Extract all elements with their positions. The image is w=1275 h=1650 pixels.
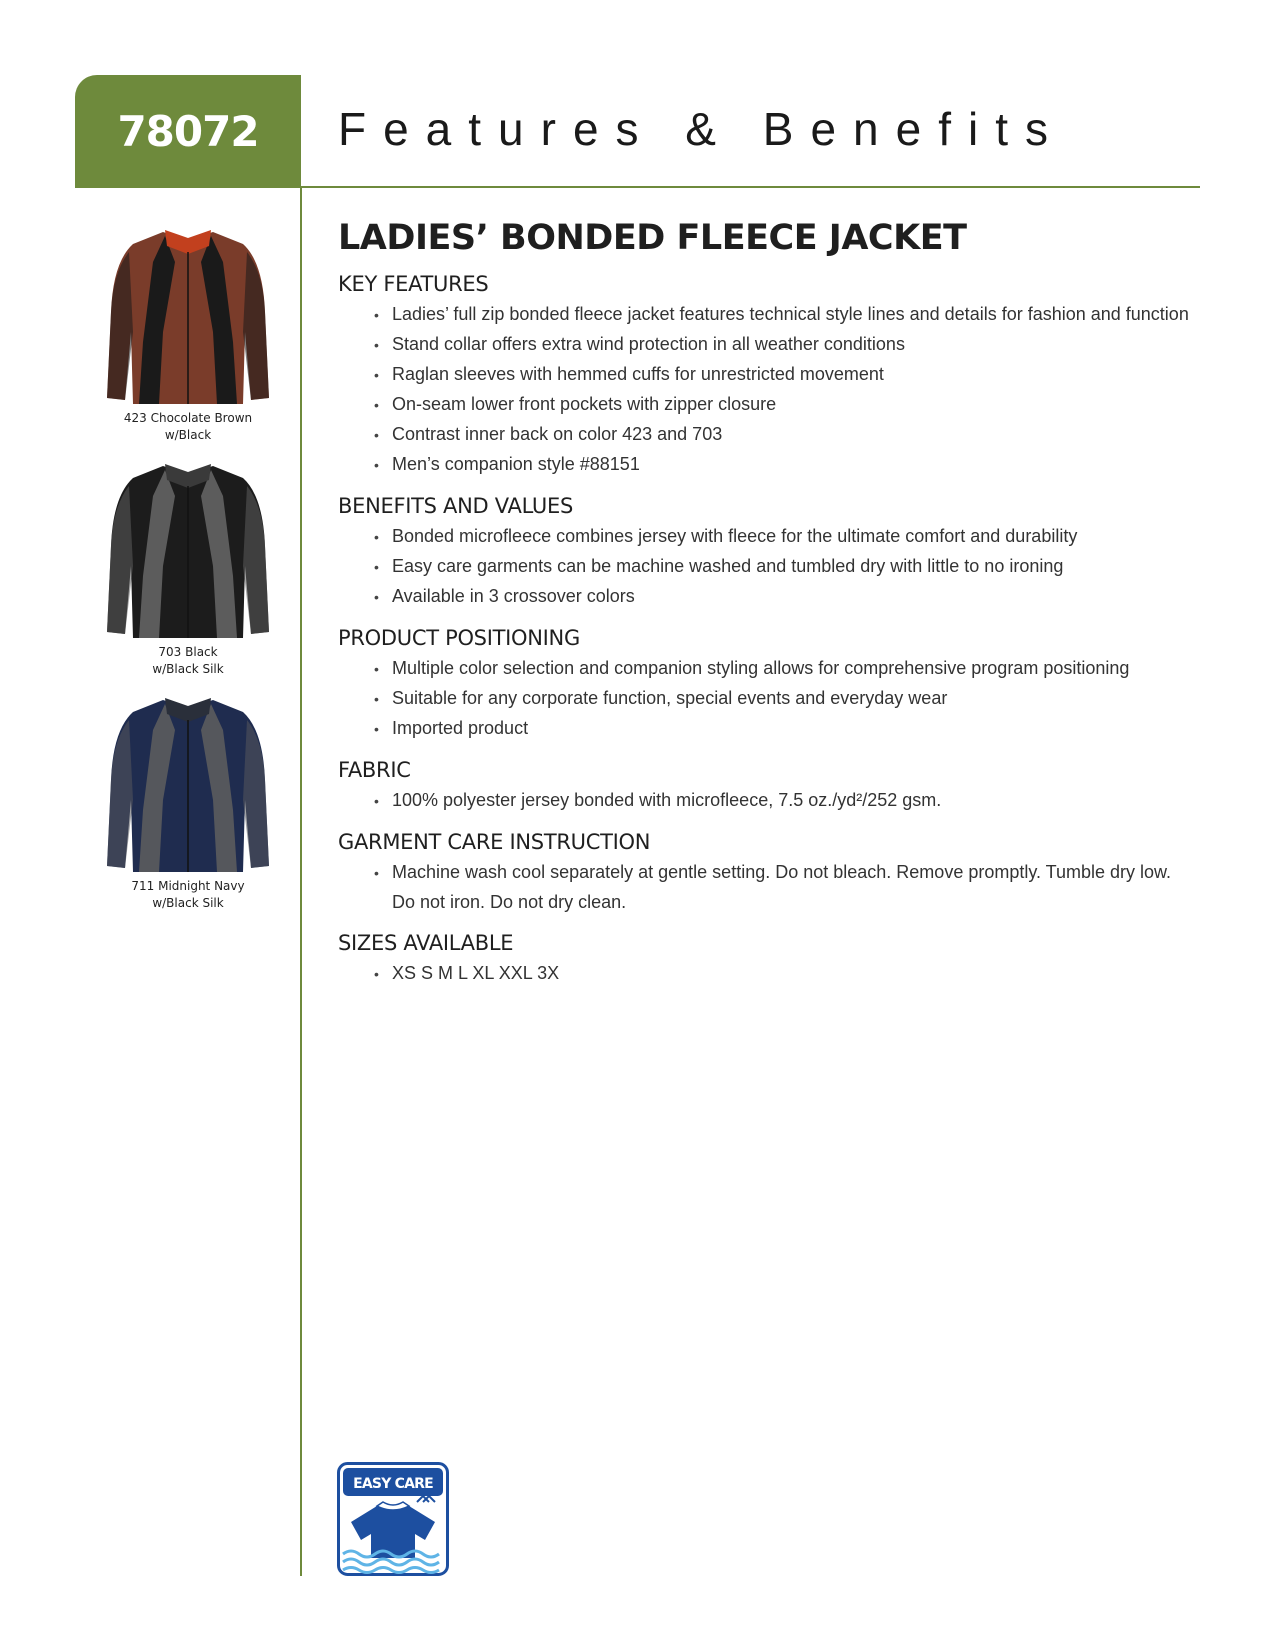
main-content	[338, 218, 1198, 1003]
bullet-list	[338, 786, 1198, 816]
bullet-item: • Easy care garments can be machine washed and tumbled dry with little to no ironing	[374, 552, 1198, 582]
easy-care-label: EASY CARE	[353, 1476, 433, 1492]
bullet-item: • Suitable for any corporate function, special events and everyday wear	[374, 684, 1198, 714]
section-heading: FABRIC	[338, 758, 411, 782]
bullet-item: • Machine wash cool separately at gentle setting. Do not bleach. Remove promptly. Tumble dry low. Do not iron. Do not dry clean.	[374, 858, 1198, 917]
bullet-item: • Bonded microfleece combines jersey with fleece for the ultimate comfort and durability	[374, 522, 1198, 552]
easy-care-badge	[337, 1462, 449, 1576]
section	[338, 758, 1198, 816]
bullet-item: • Available in 3 crossover colors	[374, 582, 1198, 612]
page-title: Features & Benefits	[338, 103, 1065, 155]
bullet-list	[338, 522, 1198, 612]
swatch-caption-line1: 711 Midnight Navy	[131, 879, 245, 893]
bullet-item: • Men’s companion style #88151	[374, 450, 1198, 480]
section-heading: GARMENT CARE INSTRUCTION	[338, 830, 651, 854]
section	[338, 494, 1198, 612]
bullet-item: • 100% polyester jersey bonded with microfleece, 7.5 oz./yd²/252 gsm.	[374, 786, 1198, 816]
section-heading: PRODUCT POSITIONING	[338, 626, 580, 650]
bullet-item: • Imported product	[374, 714, 1198, 744]
bullet-item: • Contrast inner back on color 423 and 703	[374, 420, 1198, 450]
jacket-image	[103, 456, 273, 642]
section-heading: KEY FEATURES	[338, 272, 489, 296]
bullet-list	[338, 300, 1198, 480]
bullet-list	[338, 654, 1198, 744]
swatch-caption-line2: w/Black Silk	[152, 662, 224, 676]
bullet-item: • Ladies’ full zip bonded fleece jacket features technical style lines and details for fashion and function	[374, 300, 1198, 330]
color-swatch	[82, 690, 294, 912]
bullet-item: • XS S M L XL XXL 3X	[374, 959, 1198, 989]
jacket-image	[103, 690, 273, 876]
swatch-caption-line2: w/Black	[164, 428, 212, 442]
bullet-list	[338, 959, 1198, 989]
section-heading: BENEFITS AND VALUES	[338, 494, 573, 518]
style-number-tab	[75, 75, 301, 188]
color-swatch	[82, 456, 294, 678]
bullet-item: • Multiple color selection and companion styling allows for comprehensive program positioning	[374, 654, 1198, 684]
bullet-item: • Raglan sleeves with hemmed cuffs for unrestricted movement	[374, 360, 1198, 390]
bullet-item: • Stand collar offers extra wind protection in all weather conditions	[374, 330, 1198, 360]
swatch-caption-line2: w/Black Silk	[152, 896, 224, 910]
feature-sections	[338, 272, 1198, 989]
section-heading: SIZES AVAILABLE	[338, 931, 514, 955]
sidebar-divider	[300, 186, 302, 1576]
header-divider	[75, 186, 1200, 188]
jacket-image	[103, 222, 273, 408]
section	[338, 830, 1198, 917]
section	[338, 626, 1198, 744]
product-title: LADIES’ BONDED FLEECE JACKET	[338, 218, 967, 258]
swatch-caption-line1: 423 Chocolate Brown	[123, 411, 253, 425]
color-swatch	[82, 222, 294, 444]
swatch-caption-line1: 703 Black	[158, 645, 218, 659]
bullet-item: • On-seam lower front pockets with zipper closure	[374, 390, 1198, 420]
section	[338, 272, 1198, 480]
section	[338, 931, 1198, 989]
style-number: 78072	[117, 107, 259, 156]
bullet-list	[338, 858, 1198, 917]
easy-care-icon	[337, 1462, 449, 1576]
